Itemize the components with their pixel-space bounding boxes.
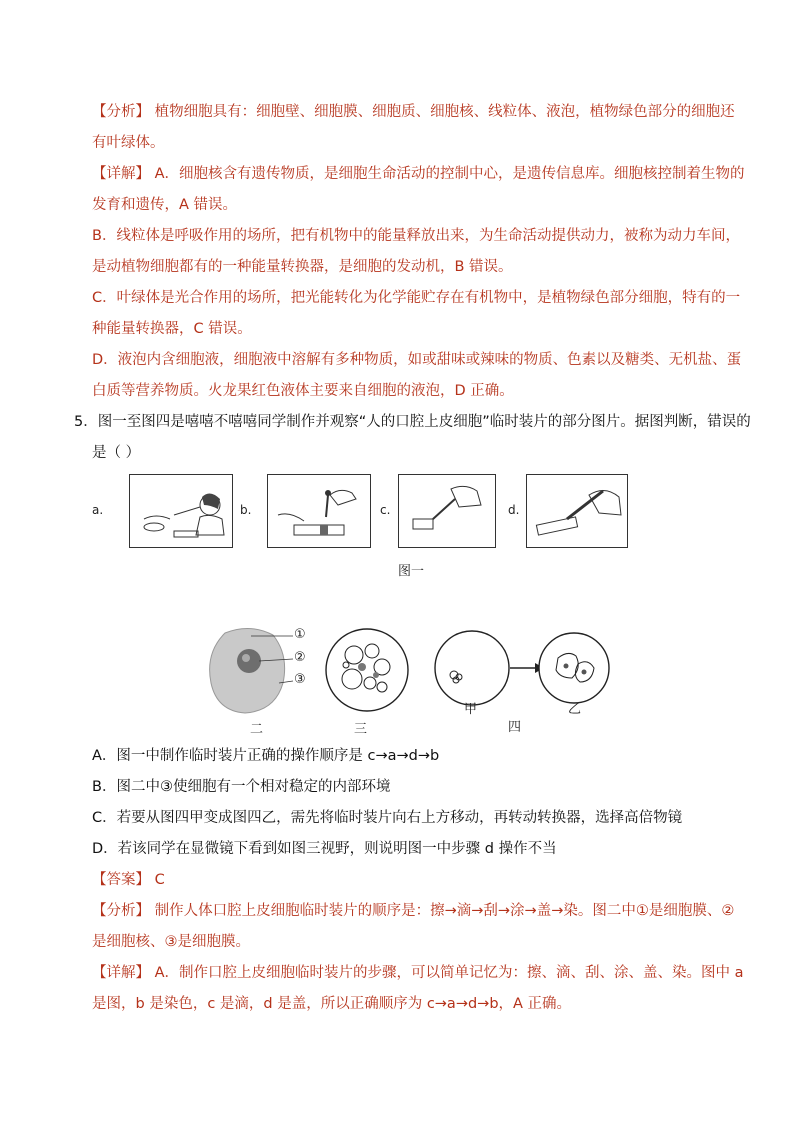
detail-line-7: D．液泡内含细胞液，细胞液中溶解有多种物质，如或甜味或辣味的物质、色素以及糖类、无机盐、蛋 bbox=[92, 352, 742, 368]
fig1-c-illustration bbox=[399, 475, 495, 547]
fig2-marker-2: ② bbox=[294, 650, 306, 665]
question-line-1: 5．图一至图四是嘻嘻不嘻嘻同学制作并观察“人的口腔上皮细胞”临时装片的部分图片。据图判断，错误的 bbox=[74, 414, 751, 430]
fig4-illustration bbox=[434, 628, 610, 708]
detail2-text: A．制作口腔上皮细胞临时装片的步骤，可以简单记忆为：擦、滴、刮、涂、盖、染。图中 a bbox=[154, 965, 744, 981]
detail2-tag: 【详解】 bbox=[92, 965, 150, 981]
fig1-a-illustration bbox=[130, 475, 232, 547]
option-b: B．图二中③使细胞有一个相对稳定的内部环境 bbox=[92, 779, 391, 795]
figure4-caption: 四 bbox=[508, 720, 522, 735]
detail-line-3: B．线粒体是呼吸作用的场所，把有机物中的能量释放出来，为生命活动提供动力，被称为动力车间， bbox=[92, 228, 740, 244]
detail-line-5: C．叶绿体是光合作用的场所，把光能转化为化学能贮存在有机物中，是植物绿色部分细胞，特有的一 bbox=[92, 290, 741, 306]
analysis-text: 植物细胞具有：细胞壁、细胞膜、细胞质、细胞核、线粒体、液泡，植物绿色部分的细胞还 bbox=[154, 104, 735, 120]
analysis2-line-1 bbox=[92, 901, 734, 921]
fig1-d-illustration bbox=[527, 475, 627, 547]
detail-line-6: 种能量转换器，C 错误。 bbox=[92, 321, 252, 337]
option-c: C．若要从图四甲变成图四乙，需先将临时装片向右上方移动，再转动转换器，选择高倍物镜 bbox=[92, 810, 683, 826]
fig4-field-jia bbox=[435, 631, 509, 705]
fig1-label-c: c. bbox=[380, 503, 391, 517]
analysis-line-2: 有叶绿体。 bbox=[92, 135, 165, 151]
detail-tag: 【详解】 bbox=[92, 166, 150, 182]
analysis2-tag: 【分析】 bbox=[92, 903, 150, 919]
detail-text: A．细胞核含有遗传物质，是细胞生命活动的控制中心，是遗传信息库。细胞核控制着生物的 bbox=[154, 166, 745, 182]
option-a: A．图一中制作临时装片正确的操作顺序是 c→a→d→b bbox=[92, 748, 440, 764]
analysis-line-1 bbox=[92, 102, 735, 122]
figure3-caption: 三 bbox=[354, 722, 368, 737]
fig1-label-b: b. bbox=[240, 503, 252, 517]
option-d: D．若该同学在显微镜下看到如图三视野，则说明图一中步骤 d 操作不当 bbox=[92, 841, 557, 857]
detail-line-4: 是动植物细胞都有的一种能量转换器，是细胞的发动机，B 错误。 bbox=[92, 259, 513, 275]
fig3-field-illustration bbox=[324, 627, 410, 713]
detail2-line-2: 是图，b 是染色，c 是滴，d 是盖，所以正确顺序为 c→a→d→b，A 正确。 bbox=[92, 996, 572, 1012]
answer-line bbox=[92, 870, 165, 890]
fig2-marker-1: ① bbox=[294, 627, 306, 642]
detail-line-8: 白质等营养物质。火龙果红色液体主要来自细胞的液泡，D 正确。 bbox=[92, 383, 514, 399]
analysis2-text: 制作人体口腔上皮细胞临时装片的顺序是：擦→滴→刮→涂→盖→染。图二中①是细胞膜、② bbox=[154, 903, 735, 919]
fig4-label-jia: 甲 bbox=[464, 702, 478, 717]
detail-line-1 bbox=[92, 164, 745, 184]
fig1-panel-b bbox=[267, 474, 371, 548]
fig2-marker-3: ③ bbox=[294, 672, 306, 687]
answer-tag: 【答案】 bbox=[92, 872, 150, 888]
answer-value: C bbox=[154, 872, 165, 888]
fig1-panel-a bbox=[129, 474, 233, 548]
figure2-caption: 二 bbox=[250, 722, 264, 737]
fig4-field-yi bbox=[539, 633, 609, 703]
figure1-caption: 图一 bbox=[398, 564, 425, 579]
fig1-label-d: d. bbox=[508, 503, 520, 517]
analysis-tag: 【分析】 bbox=[92, 104, 150, 120]
fig4-label-yi: 乙 bbox=[568, 702, 582, 717]
fig1-panel-c bbox=[398, 474, 496, 548]
detail-line-2: 发育和遗传，A 错误。 bbox=[92, 197, 238, 213]
fig1-b-illustration bbox=[268, 475, 370, 547]
fig1-label-a: a. bbox=[92, 503, 104, 517]
analysis2-line-2: 是细胞核、③是细胞膜。 bbox=[92, 934, 250, 950]
detail2-line-1 bbox=[92, 963, 744, 983]
question-line-2: 是（ ） bbox=[92, 445, 141, 461]
fig1-panel-d bbox=[526, 474, 628, 548]
